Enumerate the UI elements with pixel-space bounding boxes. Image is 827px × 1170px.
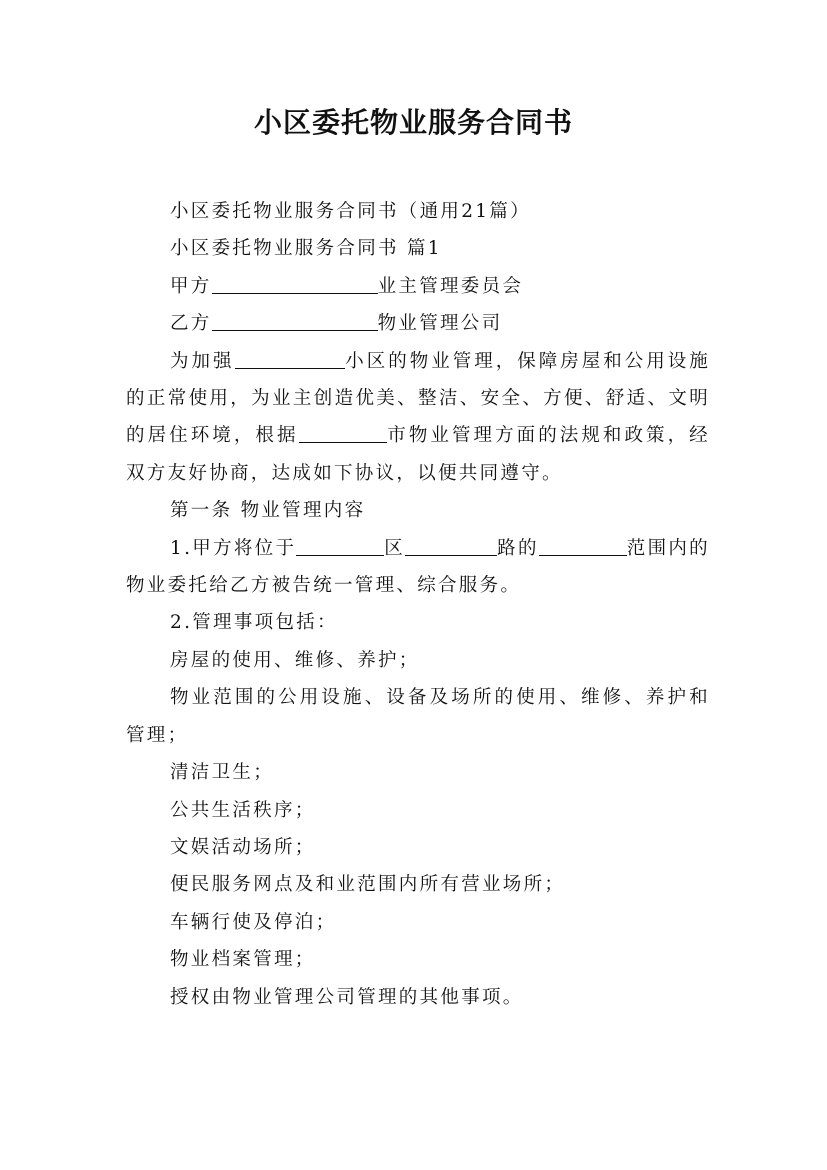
party-a-suffix: 业主管理委员会: [377, 275, 524, 297]
document-title: 小区委托物业服务合同书: [253, 106, 573, 139]
party-a-blank: [212, 274, 378, 294]
range-blank: [539, 536, 627, 556]
paragraph-vehicles: 车辆行使及停泊；: [170, 911, 337, 933]
paragraph-cleaning: 清洁卫生；: [170, 762, 275, 784]
paragraph-recreation: 文娱活动场所；: [170, 836, 316, 858]
paragraph-services: 便民服务网点及和业范围内所有营业场所；: [170, 874, 566, 896]
paragraph-archives: 物业档案管理；: [170, 949, 316, 971]
community-name-blank: [235, 349, 345, 369]
road-blank: [405, 536, 497, 556]
party-b-label: 乙方: [170, 313, 212, 335]
paragraph-collection-title: 小区委托物业服务合同书（通用21篇）: [170, 201, 531, 222]
preamble-text-a: 为加强: [170, 350, 235, 372]
item-1-text-c: 路的: [497, 537, 539, 559]
document-body: [126, 193, 710, 1016]
paragraph-housing: 房屋的使用、维修、养护；: [170, 649, 420, 671]
paragraph-chapter-heading: 小区委托物业服务合同书 篇1: [170, 238, 442, 260]
paragraph-facilities: 物业范围的公用设施、设备及场所的使用、维修、养护和管理；: [126, 687, 710, 746]
party-b-suffix: 物业管理公司: [377, 313, 503, 335]
paragraph-item-1: [126, 530, 710, 605]
party-b-blank: [212, 312, 378, 332]
item-1-text-d: 范围内的物业委托给乙方被告统一管理、综合服务。: [126, 537, 710, 597]
item-1-text-a: 1.甲方将位于: [170, 537, 297, 559]
paragraph-public-order: 公共生活秩序；: [170, 799, 316, 821]
paragraph-party-b: [126, 305, 710, 342]
district-blank: [296, 536, 384, 556]
paragraph-other-matters: 授权由物业管理公司管理的其他事项。: [170, 986, 524, 1008]
party-a-label: 甲方: [170, 275, 212, 297]
city-name-blank: [299, 424, 387, 444]
preamble-text-b: 小区的物业管理，保障房屋和公用设施的正常使用，为业主创造优美、整洁、安全、方便、舒适、文明的居住环境，根据: [126, 350, 710, 447]
preamble-text-c: 市物业管理方面的法规和政策，经双方友好协商，达成如下协议，以便共同遵守。: [126, 425, 710, 484]
paragraph-preamble: [126, 343, 710, 493]
paragraph-item-2: 2.管理事项包括：: [170, 612, 338, 634]
paragraph-article-one-heading: 第一条 物业管理内容: [170, 500, 366, 522]
paragraph-party-a: [126, 268, 710, 305]
item-1-text-b: 区: [384, 537, 406, 559]
